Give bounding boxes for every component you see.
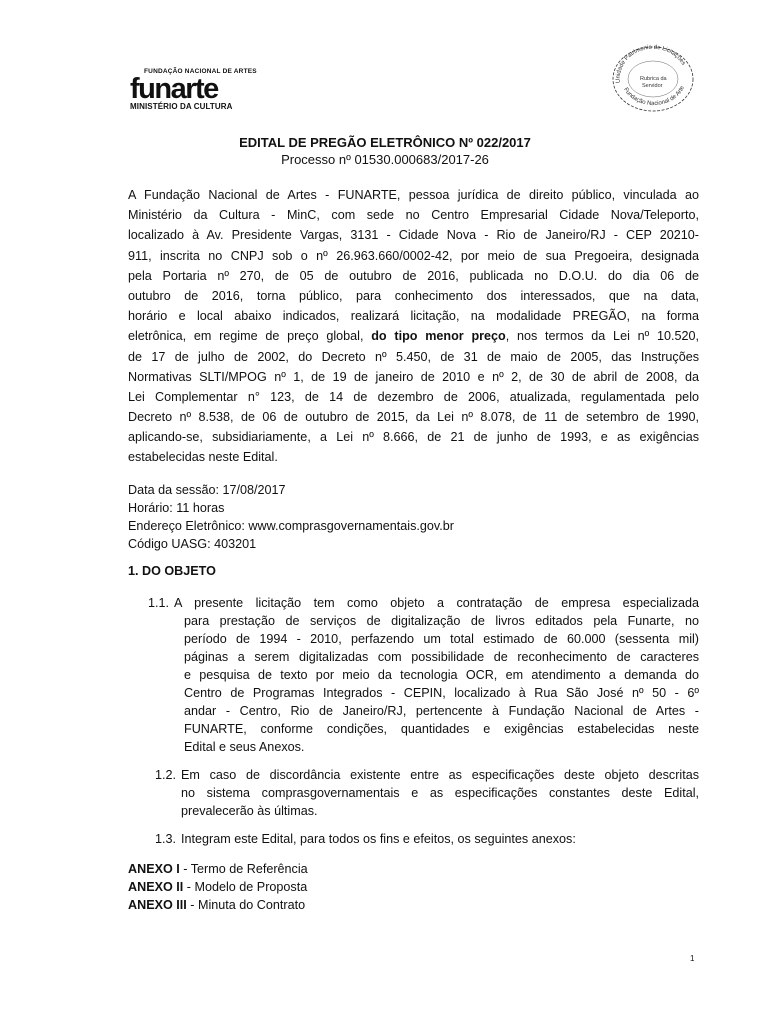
intro-line: Normativas SLTI/MPOG nº 1, de 19 de janeiro de 2010 e nº 2, de 30 de abril de 2008, da [128, 369, 699, 384]
item-1-1 [148, 594, 699, 756]
intro-line: A Fundação Nacional de Artes - FUNARTE, pessoa jurídica de direito público, vinculada ao [128, 188, 699, 202]
annex-label: ANEXO II [128, 880, 184, 894]
intro-text: , nos termos da Lei nº 10.520, [505, 329, 699, 344]
stamp-ring-bottom-text: Fundação Nacional de Arte [622, 85, 686, 108]
funarte-logo [130, 68, 260, 120]
session-address: Endereço Eletrônico: www.comprasgovernamentais.gov.br [128, 519, 454, 533]
page-number: 1 [690, 954, 695, 963]
annex-list [128, 860, 308, 914]
rubric-stamp [610, 43, 696, 113]
intro-line: Lei Complementar n° 123, de 14 de dezembro de 2006, atualizada, regulamentada pelo [128, 389, 699, 404]
item-line: FUNARTE, conforme condições, quantidades e exigências estabelecidas neste [184, 722, 699, 736]
logo-wordmark: funarte [130, 73, 218, 105]
annex-item [128, 878, 308, 896]
session-time: Horário: 11 horas [128, 501, 225, 515]
annex-text: - Termo de Referência [179, 862, 308, 876]
intro-line: outubro de 2016, torna público, para conhecimento dos interessados, que na data, [128, 288, 699, 303]
item-line: Centro de Programas Integrados - CEPIN, localizado à Rua São José nº 50 - 6º [184, 686, 699, 700]
item-line: para prestação de serviços de digitalização de livros editados pela Funarte, no [184, 614, 699, 628]
item-number: 1.2. [155, 768, 177, 782]
intro-line: localizado à Av. Presidente Vargas, 3131 - Cidade Nova - Rio de Janeiro/RJ - CEP 20210- [128, 228, 699, 243]
intro-line: Decreto nº 8.538, de 06 de outubro de 2015, da Lei nº 8.078, de 11 de setembro de 1990, [128, 410, 699, 425]
intro-line: aplicando-se, subsidiariamente, a Lei nº 8.666, de 21 de junho de 1993, e as exigências [128, 430, 699, 445]
intro-line: horário e local abaixo indicados, realizará licitação, na modalidade PREGÃO, na forma [128, 309, 699, 324]
annex-label: ANEXO I [128, 862, 180, 876]
intro-line-bold [128, 326, 699, 346]
item-line: Edital e seus Anexos. [184, 740, 305, 754]
intro-line: de 17 de julho de 2002, do Decreto nº 5.450, de 31 de maio de 2005, das Instruções [128, 349, 699, 364]
intro-text: eletrônica, em regime de preço global, [128, 329, 372, 344]
intro-paragraph [128, 185, 699, 468]
annex-item [128, 860, 308, 878]
process-number: Processo nº 01530.000683/2017-26 [281, 152, 489, 167]
edital-title: EDITAL DE PREGÃO ELETRÔNICO Nº 022/2017 [239, 135, 531, 150]
menor-preco-emphasis: do tipo menor preço [371, 329, 506, 344]
item-number: 1.3. [155, 832, 177, 846]
intro-line: pela Portaria nº 270, de 05 de outubro de 2016, publicada no D.O.U. do dia 06 de [128, 268, 699, 283]
session-uasg: Código UASG: 403201 [128, 537, 257, 551]
item-line: Em caso de discordância existente entre as especificações deste objeto descritas [181, 768, 699, 782]
session-info [128, 481, 454, 553]
logo-foundation-text: FUNDAÇÃO NACIONAL DE ARTES [144, 68, 257, 75]
item-line: andar - Centro, Rio de Janeiro/RJ, pertencente à Fundação Nacional de Artes - [184, 704, 699, 718]
item-line: e pesquisa de texto por meio da tecnologia OCR, em atendimento a demanda do [184, 668, 699, 682]
item-line: Integram este Edital, para todos os fins e efeitos, os seguintes anexos: [181, 832, 576, 846]
item-line: páginas a serem digitalizadas com possibilidade de reconhecimento de caracteres [184, 650, 699, 664]
stamp-inner-line-2: Servidor [642, 83, 663, 89]
item-line: A presente licitação tem como objeto a contratação de empresa especializada [174, 596, 699, 610]
stamp-inner-line-1: Rubrica da [640, 76, 667, 82]
item-line: prevalecerão às últimas. [181, 804, 318, 818]
item-1-3 [155, 830, 699, 848]
stamp-ring-top-text: Unidade Patrimonio de Licitações [615, 44, 687, 84]
item-line: no sistema comprasgovernamentais e as especificações constantes deste Edital, [181, 786, 699, 800]
intro-line: estabelecidas neste Edital. [128, 450, 278, 465]
item-1-2 [155, 766, 699, 820]
annex-label: ANEXO III [128, 898, 187, 912]
logo-ministry-text: MINISTÉRIO DA CULTURA [130, 102, 233, 111]
item-number: 1.1. [148, 596, 170, 610]
session-date: Data da sessão: 17/08/2017 [128, 483, 286, 497]
item-line: período de 1994 - 2010, perfazendo um total estimado de 60.000 (sessenta mil) [184, 632, 699, 646]
intro-line: 911, inscrita no CNPJ sob o nº 26.963.660/0002-42, por meio de sua Pregoeira, designada [128, 248, 699, 263]
annex-text: - Modelo de Proposta [183, 880, 308, 894]
annex-text: - Minuta do Contrato [186, 898, 306, 912]
annex-item [128, 896, 308, 914]
intro-line: Ministério da Cultura - MinC, com sede no Centro Empresarial Cidade Nova/Teleporto, [128, 208, 699, 223]
section-title-objeto: 1. DO OBJETO [128, 564, 216, 578]
